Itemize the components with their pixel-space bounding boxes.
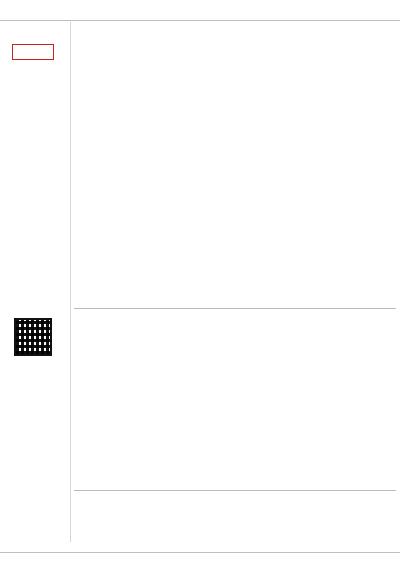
middle-article-column [74, 366, 134, 486]
masthead-line [4, 92, 64, 99]
contact-line [4, 167, 64, 174]
contact-line [4, 146, 64, 153]
middle-article-column [269, 366, 329, 486]
contact-line [4, 174, 64, 181]
contact-line [4, 153, 64, 160]
top-article-column [74, 96, 134, 304]
brief-body [320, 518, 396, 550]
masthead-line [4, 99, 64, 106]
contact-line [4, 132, 64, 139]
masthead-line [4, 71, 64, 78]
masthead-line [4, 78, 64, 85]
masthead-line [4, 106, 64, 113]
section-divider [74, 308, 396, 309]
masthead-line [4, 85, 64, 92]
brief-body [156, 518, 232, 550]
contact-line [4, 160, 64, 167]
brief-body [238, 518, 314, 550]
qr-code-image[interactable] [14, 318, 52, 356]
middle-article-column [334, 366, 396, 486]
top-article-column [204, 96, 264, 304]
middle-article-column [204, 366, 264, 486]
page-footer [0, 552, 400, 566]
top-article-column [334, 96, 396, 304]
contact-line [4, 188, 64, 195]
masthead-logo [12, 44, 54, 60]
masthead-info [4, 64, 64, 113]
top-article-column [269, 96, 329, 304]
contact-line [4, 125, 64, 132]
contact-info [4, 118, 64, 202]
section-divider [74, 490, 396, 491]
page-header [0, 0, 400, 21]
contact-line [4, 118, 64, 125]
contact-line [4, 181, 64, 188]
middle-article-column [139, 366, 199, 486]
left-sidebar [0, 22, 71, 542]
brief-body [74, 518, 150, 550]
top-article-column [139, 96, 199, 304]
contact-line [4, 139, 64, 146]
contact-line [4, 195, 64, 202]
masthead-line [4, 64, 64, 71]
